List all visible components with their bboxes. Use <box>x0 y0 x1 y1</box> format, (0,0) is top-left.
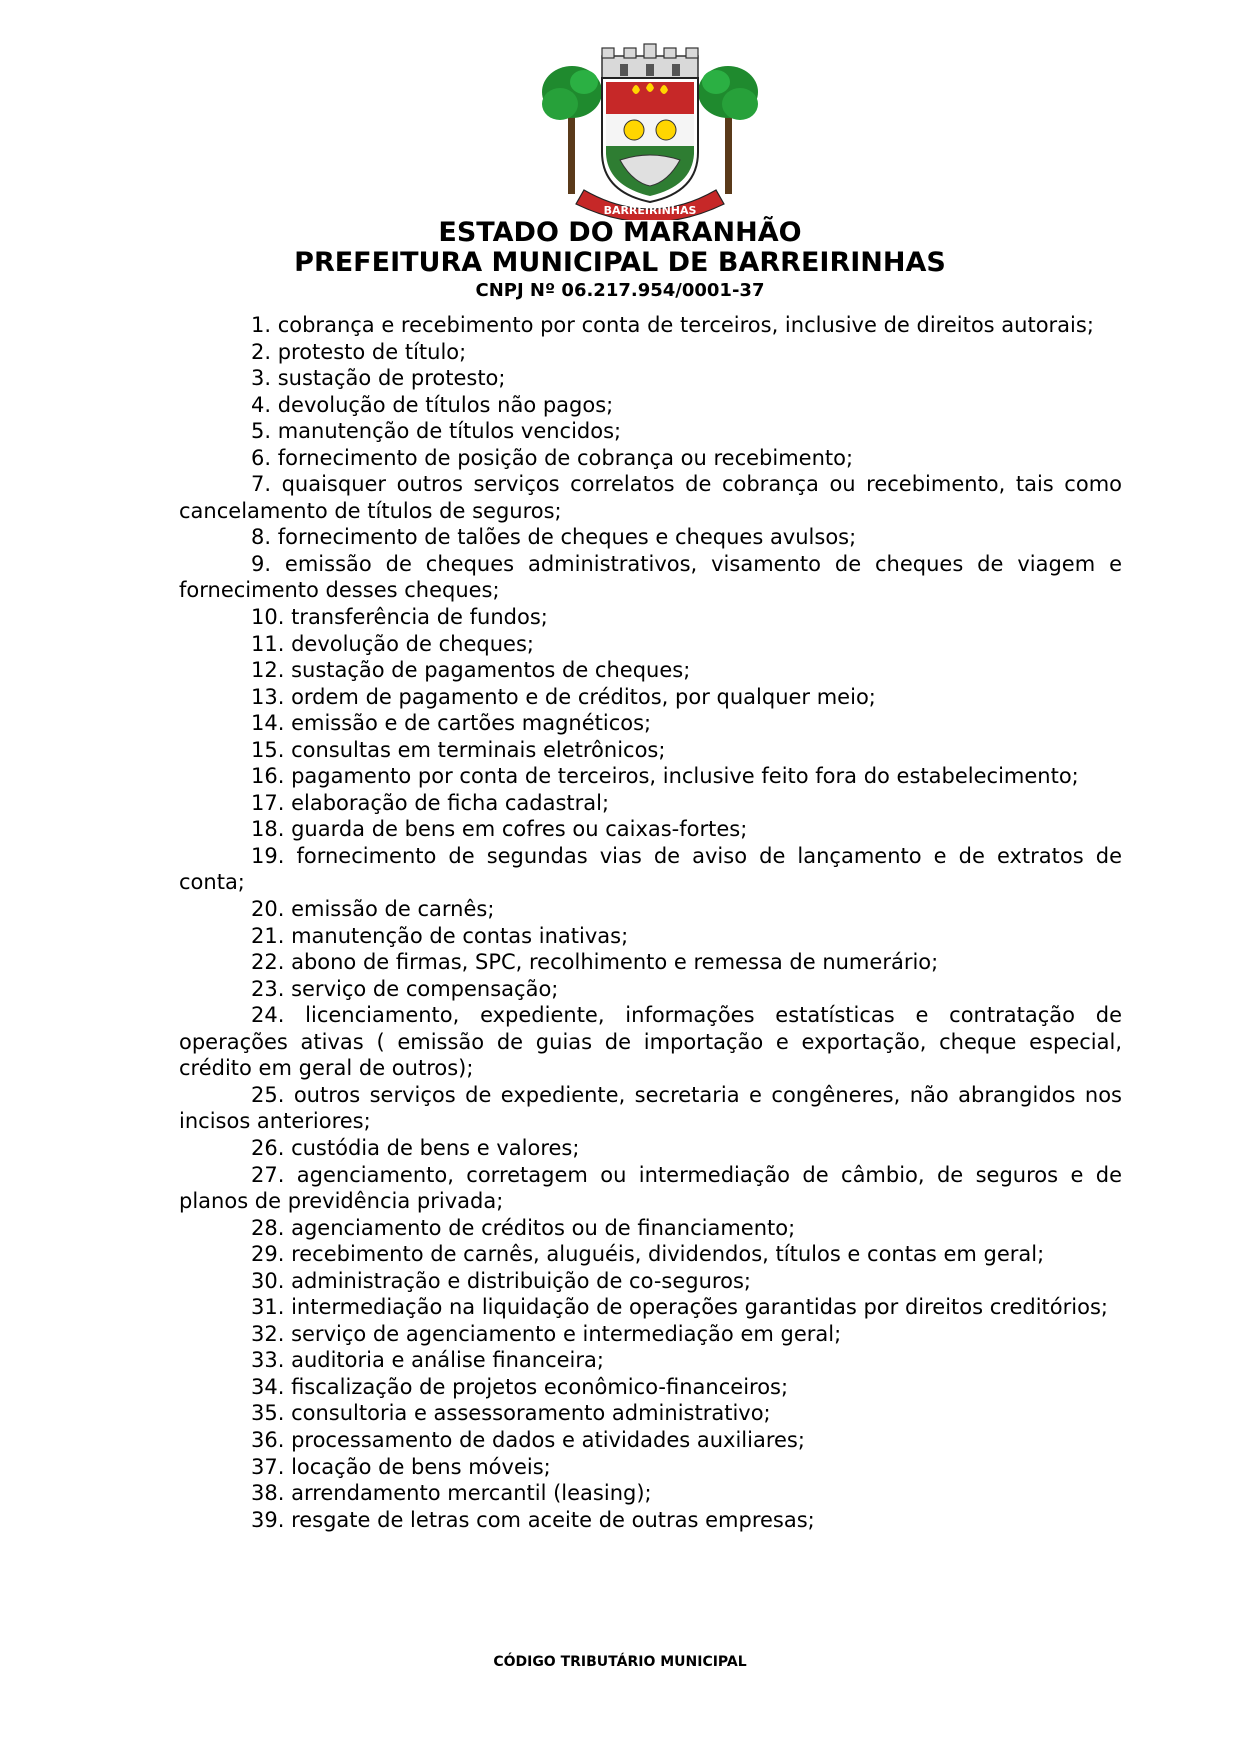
list-item: 31. intermediação na liquidação de operações garantidas por direitos creditórios; <box>251 1295 1108 1320</box>
list-item: 36. processamento de dados e atividades auxiliares; <box>251 1427 805 1452</box>
list-item: 18. guarda de bens em cofres ou caixas-fortes; <box>251 817 748 842</box>
list-item: 11. devolução de cheques; <box>251 631 534 656</box>
list-item: 21. manutenção de contas inativas; <box>251 923 629 948</box>
list-item: 28. agenciamento de créditos ou de financiamento; <box>251 1215 796 1240</box>
list-item: 39. resgate de letras com aceite de outras empresas; <box>251 1507 815 1532</box>
list-item: 33. auditoria e análise financeira; <box>251 1348 604 1373</box>
list-item: 4. devolução de títulos não pagos; <box>251 392 614 417</box>
list-item: 5. manutenção de títulos vencidos; <box>251 419 622 444</box>
list-item: 30. administração e distribuição de co-seguros; <box>251 1268 751 1293</box>
list-item: 25. outros serviços de expediente, secretaria e congêneres, não abrangidos nos incisos anteriores; <box>179 1082 1122 1134</box>
coat-of-arms-icon <box>540 42 760 220</box>
list-item: 22. abono de firmas, SPC, recolhimento e remessa de numerário; <box>251 950 939 975</box>
ribbon-text: BARREIRINHAS <box>603 204 697 217</box>
list-item: 20. emissão de carnês; <box>251 897 495 922</box>
list-item: 34. fiscalização de projetos econômico-financeiros; <box>251 1374 789 1399</box>
list-item: 9. emissão de cheques administrativos, visamento de cheques de viagem e fornecimento desses cheques; <box>179 551 1122 603</box>
castle-crown-icon <box>602 44 698 78</box>
services-list <box>179 312 1122 1533</box>
list-item: 23. serviço de compensação; <box>251 976 559 1001</box>
palm-tree-right-icon <box>698 66 758 194</box>
list-item: 15. consultas em terminais eletrônicos; <box>251 737 666 762</box>
list-item: 8. fornecimento de talões de cheques e cheques avulsos; <box>251 525 857 550</box>
list-item: 13. ordem de pagamento e de créditos, por qualquer meio; <box>251 684 876 709</box>
list-item: 19. fornecimento de segundas vias de aviso de lançamento e de extratos de conta; <box>179 843 1122 895</box>
list-item: 16. pagamento por conta de terceiros, inclusive feito fora do estabelecimento; <box>251 764 1079 789</box>
prefecture-title: PREFEITURA MUNICIPAL DE BARREIRINHAS <box>294 247 946 278</box>
list-item: 26. custódia de bens e valores; <box>251 1135 580 1160</box>
list-item: 35. consultoria e assessoramento administrativo; <box>251 1401 771 1426</box>
state-title: ESTADO DO MARANHÃO <box>438 217 802 248</box>
list-item: 10. transferência de fundos; <box>251 605 548 630</box>
list-item: 38. arrendamento mercantil (leasing); <box>251 1481 652 1506</box>
list-item: 3. sustação de protesto; <box>251 366 506 391</box>
list-item: 29. recebimento de carnês, aluguéis, dividendos, títulos e contas em geral; <box>251 1242 1045 1267</box>
list-item: 17. elaboração de ficha cadastral; <box>251 790 610 815</box>
palm-tree-left-icon <box>542 66 602 194</box>
list-item: 14. emissão e de cartões magnéticos; <box>251 711 652 736</box>
list-item: 27. agenciamento, corretagem ou intermediação de câmbio, de seguros e de planos de previdência privada; <box>179 1162 1122 1214</box>
document-header <box>0 218 1240 302</box>
page-footer: CÓDIGO TRIBUTÁRIO MUNICIPAL <box>493 1654 747 1670</box>
list-item: 12. sustação de pagamentos de cheques; <box>251 658 691 683</box>
list-item: 7. quaisquer outros serviços correlatos de cobrança ou recebimento, tais como cancelamento de títulos de seguros; <box>179 472 1122 523</box>
list-item: 37. locação de bens móveis; <box>251 1454 551 1479</box>
cnpj-line: CNPJ Nº 06.217.954/0001-37 <box>475 280 765 301</box>
municipal-coat-of-arms <box>540 42 760 220</box>
list-item: 24. licenciamento, expediente, informações estatísticas e contratação de operações ativas ( emissão de guias de importação e exportação, cheque especial, crédito em geral de outros); <box>179 1003 1122 1081</box>
list-item: 32. serviço de agenciamento e intermediação em geral; <box>251 1321 842 1346</box>
list-item: 2. protesto de título; <box>251 339 467 364</box>
shield-icon <box>602 78 698 202</box>
list-item: 1. cobrança e recebimento por conta de terceiros, inclusive de direitos autorais; <box>251 313 1094 337</box>
list-item: 6. fornecimento de posição de cobrança ou recebimento; <box>251 445 854 470</box>
